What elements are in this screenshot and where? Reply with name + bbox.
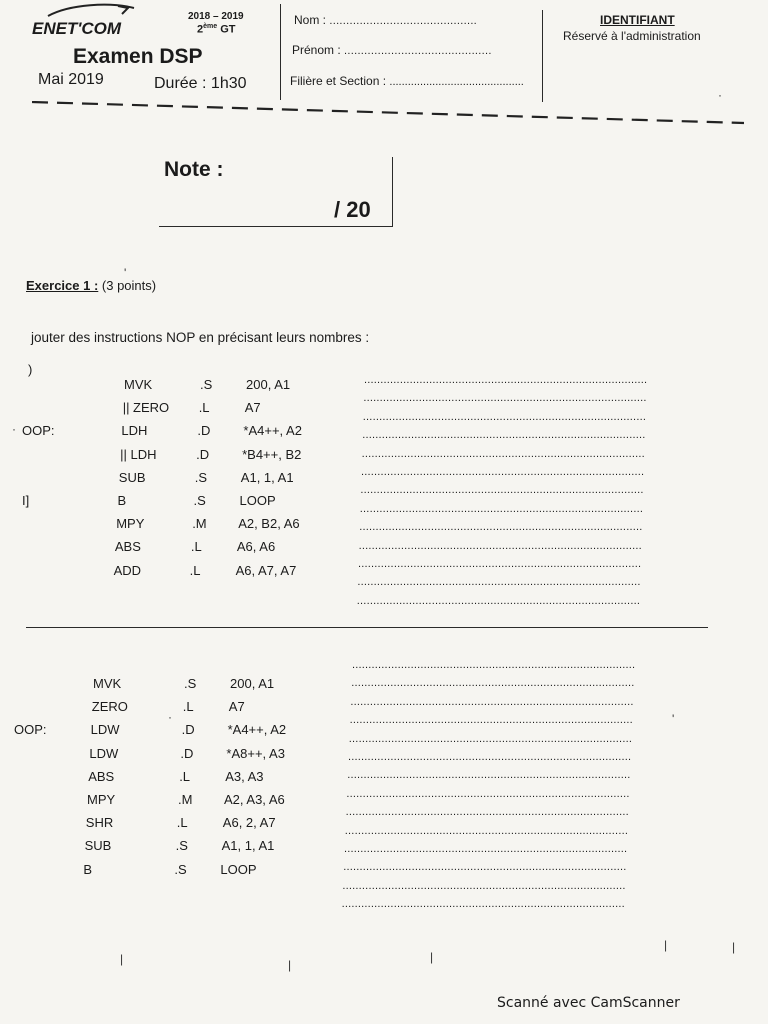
code-opcode: ABS (88, 768, 115, 784)
code-operands: *B4++, B2 (242, 446, 302, 462)
prenom-dots: ............................................ (344, 45, 492, 57)
prenom-label: Prénom : (292, 43, 341, 57)
level-superscript: ème (203, 23, 218, 30)
section-divider (26, 627, 708, 628)
code-opcode: LDW (89, 745, 119, 761)
code-operands: 200, A1 (230, 676, 275, 691)
scan-mark: · (718, 88, 722, 102)
answer-dotted-line[interactable]: ....................................................................................... (351, 677, 635, 690)
code-operands: A3, A3 (225, 768, 264, 784)
code-operands: LOOP (220, 861, 257, 877)
code-operands: A6, A7, A7 (235, 562, 297, 578)
part-marker: ) (28, 362, 33, 377)
code-unit: .D (197, 423, 211, 439)
answer-dotted-line[interactable]: ....................................................................................... (347, 769, 631, 782)
enetcom-logo (30, 2, 142, 42)
nom-field[interactable] (294, 13, 477, 27)
code-opcode: SUB (84, 838, 112, 854)
answer-dotted-line[interactable]: ....................................................................................... (348, 751, 632, 763)
code-opcode: MVK (93, 676, 122, 691)
cut-line (32, 101, 744, 125)
code-opcode: B (83, 861, 93, 877)
code-unit: .L (182, 699, 194, 715)
code-unit: .M (178, 792, 193, 807)
scan-mark: ' (672, 712, 675, 726)
code-unit: .D (180, 745, 194, 761)
answer-dotted-line[interactable]: ....................................................................................... (363, 392, 647, 405)
code-opcode: ADD (113, 562, 142, 578)
answer-dotted-line[interactable]: ....................................................................................... (343, 861, 627, 874)
code-opcode: || LDH (120, 446, 157, 462)
code-operands: LOOP (239, 493, 276, 508)
nom-label: Nom : (294, 13, 327, 27)
answer-dotted-line[interactable]: ....................................................................................... (342, 879, 626, 892)
exam-duration: Durée : 1h30 (154, 75, 247, 92)
code-operands: A1, 1, A1 (240, 469, 294, 485)
answer-dotted-line[interactable]: ....................................................................................... (361, 447, 645, 460)
code-operands: A1, 1, A1 (221, 838, 275, 854)
code-unit: .L (176, 815, 188, 831)
code-opcode: B (117, 493, 127, 508)
filiere-field[interactable] (290, 74, 524, 88)
code-operands: *A4++, A2 (243, 423, 302, 439)
exercise-instruction: jouter des instructions NOP en précisant leurs nombres : (31, 330, 370, 345)
code-opcode: MVK (124, 377, 153, 392)
code-operands: A7 (228, 699, 245, 715)
answer-dotted-line[interactable]: ....................................................................................... (344, 843, 628, 855)
answer-dotted-line[interactable]: ....................................................................................... (348, 732, 633, 745)
scan-mark: | (288, 958, 292, 972)
exercise-title (26, 278, 156, 293)
exam-date: Mai 2019 (38, 71, 104, 88)
scan-mark: | (120, 952, 124, 966)
answer-dotted-line[interactable]: ....................................................................................... (345, 806, 629, 819)
answer-dotted-line[interactable]: ....................................................................................... (361, 466, 645, 478)
answer-dotted-line[interactable]: ....................................................................................... (362, 410, 647, 423)
code-opcode: || ZERO (122, 400, 170, 416)
school-year: 2018 – 2019 (188, 11, 244, 22)
note-label: Note : (164, 158, 224, 181)
scan-mark: · (12, 422, 16, 436)
code-unit: .D (196, 446, 210, 462)
answer-dotted-line[interactable]: ....................................................................................... (341, 898, 625, 911)
code-unit: .S (194, 469, 208, 485)
answer-dotted-line[interactable]: ....................................................................................... (357, 576, 641, 589)
code-operands: *A8++, A3 (226, 745, 285, 761)
scan-mark: | (430, 950, 434, 964)
code-operands: 200, A1 (246, 377, 291, 392)
identifiant-title: IDENTIFIANT (600, 13, 675, 27)
code-operands: A2, B2, A6 (238, 516, 300, 532)
prenom-field[interactable] (292, 43, 492, 57)
answer-dotted-line[interactable]: ....................................................................................... (359, 521, 643, 534)
answer-dotted-line[interactable]: ....................................................................................... (344, 824, 629, 837)
code-opcode: LDH (121, 423, 148, 439)
code-unit: .L (198, 400, 210, 416)
answer-dotted-line[interactable]: ....................................................................................... (356, 594, 641, 607)
code-operands: A2, A3, A6 (224, 792, 285, 807)
code-unit: .S (184, 676, 197, 691)
answer-dotted-line[interactable]: ....................................................................................... (346, 787, 630, 800)
answer-dotted-line[interactable]: ....................................................................................... (358, 558, 642, 570)
code-unit: .L (179, 768, 191, 784)
level-text: GT (220, 23, 236, 36)
code-unit: .L (190, 539, 202, 555)
code-operands: A7 (244, 400, 261, 416)
answer-dotted-line[interactable]: ....................................................................................... (352, 659, 636, 671)
code-opcode: MPY (87, 792, 116, 807)
code-opcode: SHR (85, 815, 114, 831)
scan-mark: · (168, 710, 172, 724)
answer-dotted-line[interactable]: ....................................................................................... (349, 714, 633, 727)
scan-mark: | (732, 940, 736, 954)
code-unit: .S (174, 861, 187, 877)
answer-dotted-line[interactable]: ....................................................................................... (360, 484, 644, 497)
exercise-title-text: Exercice 1 : (26, 278, 99, 293)
filiere-dots: ............................................ (389, 76, 524, 88)
answer-dotted-line[interactable]: ....................................................................................... (359, 502, 644, 515)
code-label: OOP: (22, 423, 55, 439)
logo-text: ENET'COM (32, 19, 122, 38)
code-unit: .L (189, 562, 201, 578)
code-operands: *A4++, A2 (227, 722, 287, 738)
code-opcode: ZERO (91, 699, 128, 715)
answer-dotted-line[interactable]: ....................................................................................... (358, 539, 642, 552)
code-unit: .S (175, 838, 188, 854)
exam-title: Examen DSP (73, 45, 203, 68)
code-opcode: LDW (90, 722, 120, 738)
code-unit: .S (193, 493, 206, 508)
answer-dotted-line[interactable]: ....................................................................................... (364, 374, 648, 386)
code-opcode: ABS (114, 539, 141, 555)
scan-mark: ' (124, 266, 127, 280)
code-unit: .M (192, 516, 207, 532)
note-box-right (392, 157, 393, 227)
filiere-label: Filière et Section : (290, 74, 387, 88)
level (197, 23, 235, 36)
exercise-points: (3 points) (101, 278, 157, 293)
code-opcode: SUB (118, 469, 146, 485)
code-unit: .D (181, 722, 195, 738)
identifiant-subtitle: Réservé à l'administration (563, 29, 701, 43)
answer-dotted-line[interactable]: ....................................................................................... (350, 695, 634, 708)
code-opcode: MPY (116, 516, 145, 532)
code-unit: .S (200, 377, 213, 392)
scan-mark: | (664, 938, 668, 952)
answer-dotted-line[interactable]: ....................................................................................... (362, 429, 646, 442)
header-divider-left (280, 4, 281, 100)
code-label: OOP: (14, 722, 47, 738)
note-box-bottom (159, 226, 393, 227)
code-operands: A6, A6 (236, 539, 276, 555)
code-label: I] (22, 493, 30, 508)
nom-dots: ............................................ (329, 15, 478, 27)
footer-scanner: Scanné avec CamScanner (497, 995, 680, 1011)
level-number: 2 (197, 23, 204, 36)
note-score: / 20 (334, 197, 371, 222)
header-divider-right (542, 10, 543, 102)
code-operands: A6, 2, A7 (222, 815, 276, 831)
